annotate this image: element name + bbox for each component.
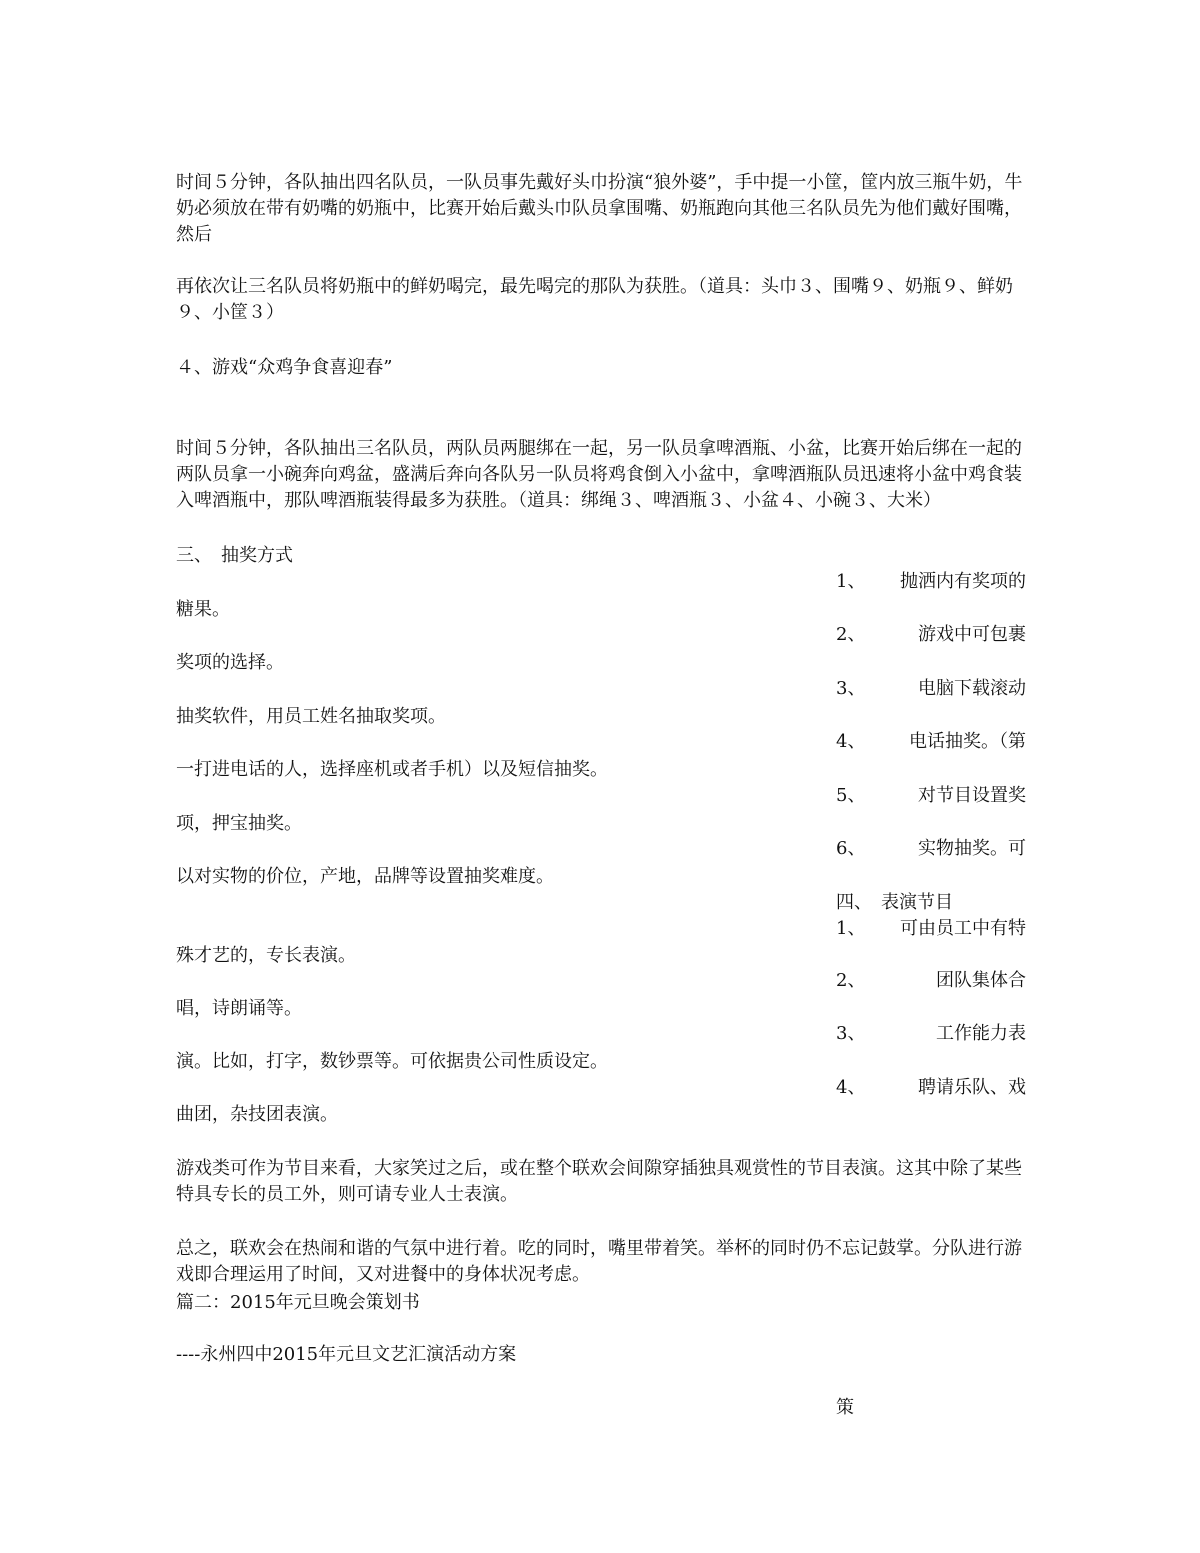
- item-text: 电脑下载滚动: [918, 678, 1026, 699]
- performance-item-4-cont: 曲团，杂技团表演。: [176, 1104, 338, 1125]
- paragraph-summary: 总之，联欢会在热闹和谐的气氛中进行着。吃的同时，嘴里带着笑。举杯的同时仍不忘记鼓掌。分队进行游戏即合理运用了时间，又对进餐中的身体状况考虑。: [176, 1238, 1022, 1285]
- item-text: 电话抽奖。（第: [909, 731, 1026, 752]
- heading-part-two: 篇二：2015年元旦晚会策划书: [176, 1292, 420, 1313]
- lottery-item-3-cont: 抽奖软件，用员工姓名抽取奖项。: [176, 706, 446, 727]
- lottery-item-6-cont: 以对实物的价位，产地，品牌等设置抽奖难度。: [176, 866, 554, 887]
- item-number: 3、: [836, 1023, 866, 1044]
- trailing-character: 策: [836, 1397, 854, 1418]
- paragraph-game3-rules: 时间５分钟，各队抽出四名队员，一队员事先戴好头巾扮演“狼外婆”，手中提一小筐，筐内放三瓶牛奶，牛奶必须放在带有奶嘴的奶瓶中，比赛开始后戴头巾队员拿围嘴、奶瓶跑向其他三名队员先为他们戴好围嘴，然后: [176, 172, 1023, 245]
- subtitle-activity-plan: ----永州四中2015年元旦文艺汇演活动方案: [176, 1344, 517, 1365]
- lottery-item-2-cont: 奖项的选择。: [176, 652, 284, 673]
- item-text: 聘请乐队、戏: [918, 1077, 1026, 1098]
- item-number: 2、: [836, 970, 866, 991]
- heading-performances: 四、 表演节目: [836, 892, 953, 913]
- heading-lottery: 三、 抽奖方式: [176, 545, 293, 566]
- item-number: 1、: [836, 571, 866, 592]
- item-text: 团队集体合: [936, 970, 1026, 991]
- item-number: 5、: [836, 785, 866, 806]
- item-number: 2、: [836, 624, 866, 645]
- paragraph-game3-end: 再依次让三名队员将奶瓶中的鲜奶喝完，最先喝完的那队为获胜。（道具：头巾３、围嘴９、奶瓶９、鲜奶９、小筐３）: [176, 276, 1013, 323]
- item-number: 4、: [836, 731, 866, 752]
- lottery-item-5-cont: 项，押宝抽奖。: [176, 813, 302, 834]
- lottery-item-4-cont: 一打进电话的人，选择座机或者手机）以及短信抽奖。: [176, 759, 608, 780]
- item-text: 实物抽奖。可: [918, 838, 1026, 859]
- item-text: 游戏中可包裹: [918, 624, 1026, 645]
- paragraph-games-as-show: 游戏类可作为节目来看，大家笑过之后，或在整个联欢会间隙穿插独具观赏性的节目表演。这其中除了某些特具专长的员工外，则可请专业人士表演。: [176, 1158, 1022, 1205]
- item-number: 4、: [836, 1077, 866, 1098]
- item-text: 可由员工中有特: [900, 918, 1026, 939]
- paragraph-game4-rules: 时间５分钟，各队抽出三名队员，两队员两腿绑在一起，另一队员拿啤酒瓶、小盆，比赛开始后绑在一起的两队员拿一小碗奔向鸡盆，盛满后奔向各队另一队员将鸡食倒入小盆中，拿啤酒瓶队员迅速将小盆中鸡食装入啤酒瓶中，那队啤酒瓶装得最多为获胜。（道具：绑绳３、啤酒瓶３、小盆４、小碗３、大米）: [176, 438, 1022, 511]
- performance-item-2-cont: 唱，诗朗诵等。: [176, 998, 302, 1019]
- item-text: 对节目设置奖: [918, 785, 1026, 806]
- item-number: 3、: [836, 678, 866, 699]
- heading-game4: ４、游戏“众鸡争食喜迎春”: [176, 357, 393, 378]
- item-number: 1、: [836, 918, 866, 939]
- item-text: 抛洒内有奖项的: [900, 571, 1026, 592]
- item-number: 6、: [836, 838, 866, 859]
- item-text: 工作能力表: [936, 1023, 1026, 1044]
- performance-item-3-cont: 演。比如，打字，数钞票等。可依据贵公司性质设定。: [176, 1051, 608, 1072]
- performance-item-1-cont: 殊才艺的，专长表演。: [176, 945, 356, 966]
- lottery-item-1-cont: 糖果。: [176, 599, 230, 620]
